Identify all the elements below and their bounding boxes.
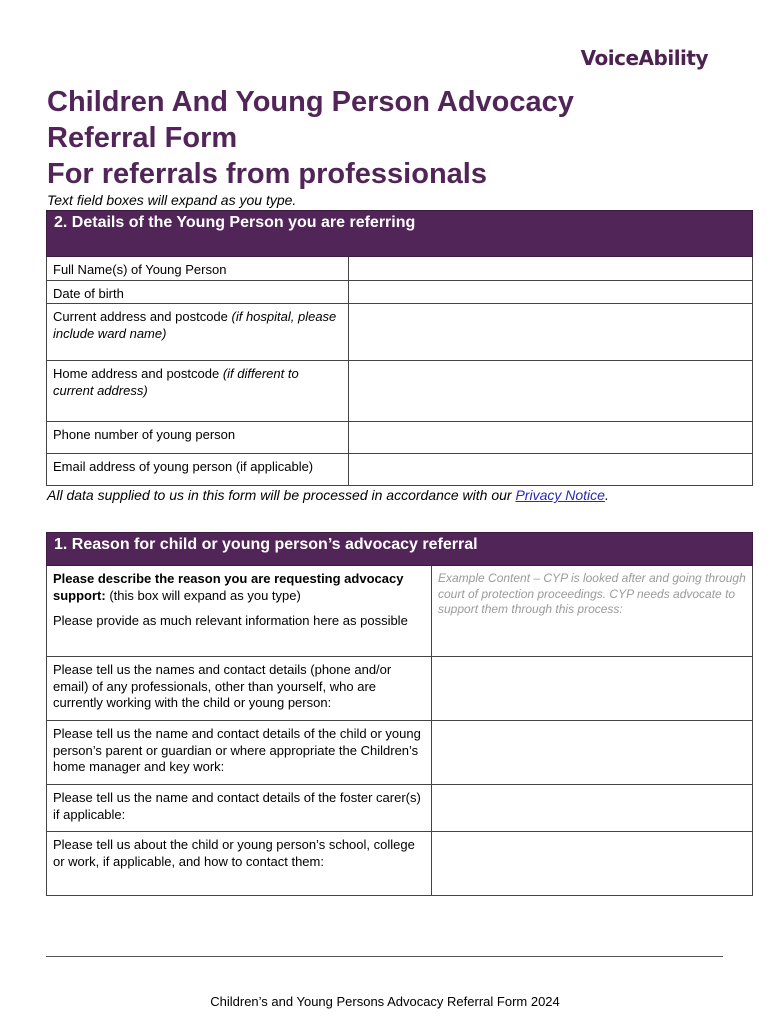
phone-field[interactable] — [349, 422, 753, 454]
section-2-heading: 2. Details of the Young Person you are referring — [47, 211, 753, 257]
section-1-heading: 1. Reason for child or young person’s advocacy referral — [47, 533, 753, 566]
school-field[interactable] — [432, 832, 753, 896]
professionals-field[interactable] — [432, 657, 753, 721]
title-line-3: For referrals from professionals — [47, 158, 487, 190]
parent-guardian-field[interactable] — [432, 721, 753, 785]
data-protection-text: All data supplied to us in this form will be processed in accordance with our — [47, 487, 516, 503]
reason-label-bold: Please describe the reason you are requesting advocacy support: — [53, 571, 404, 603]
foster-carer-label: Please tell us the name and contact details of the foster carer(s) if applicable: — [47, 785, 432, 832]
home-address-label — [47, 361, 349, 422]
current-address-field[interactable] — [349, 304, 753, 361]
email-field[interactable] — [349, 454, 753, 486]
phone-label: Phone number of young person — [47, 422, 349, 454]
home-address-label-text: Home address and postcode — [53, 366, 223, 381]
footer-divider — [46, 956, 723, 957]
young-person-details-table — [46, 210, 753, 486]
dob-label: Date of birth — [47, 281, 349, 304]
dob-field[interactable] — [349, 281, 753, 304]
reason-field[interactable]: Example Content – CYP is looked after and going through court of protection proceedings. CYP needs advocate to support them through this process: — [432, 566, 753, 657]
foster-carer-field[interactable] — [432, 785, 753, 832]
title-line-2: Referral Form — [47, 122, 238, 154]
privacy-notice-link[interactable]: Privacy Notice — [515, 487, 605, 503]
current-address-label-text: Current address and postcode — [53, 309, 232, 324]
email-label: Email address of young person (if applicable) — [47, 454, 349, 486]
home-address-field[interactable] — [349, 361, 753, 422]
page-title — [47, 84, 727, 192]
full-name-label: Full Name(s) of Young Person — [47, 257, 349, 281]
reason-label — [47, 566, 432, 657]
voiceability-logo: VoiceAbility — [580, 46, 708, 70]
professionals-label: Please tell us the names and contact details (phone and/or email) of any professionals, other than yourself, who are currently working with the child or young person: — [47, 657, 432, 721]
full-name-field[interactable] — [349, 257, 753, 281]
referral-reason-table — [46, 532, 753, 896]
data-protection-end: . — [604, 487, 609, 503]
expand-hint: Text field boxes will expand as you type. — [47, 192, 297, 208]
data-protection-notice — [47, 487, 609, 503]
parent-guardian-label: Please tell us the name and contact details of the child or young person’s parent or guardian or where appropriate the Children’s home manager and key work: — [47, 721, 432, 785]
reason-extra-text: Please provide as much relevant information here as possible — [53, 613, 408, 628]
school-label: Please tell us about the child or young person’s school, college or work, if applicable, and how to contact them: — [47, 832, 432, 896]
home-address-note: (if different to current address) — [53, 366, 299, 398]
page-footer: Children’s and Young Persons Advocacy Referral Form 2024 — [210, 994, 560, 1009]
reason-label-rest: (this box will expand as you type) — [105, 587, 301, 603]
current-address-label — [47, 304, 349, 361]
current-address-note: (if hospital, please include ward name) — [53, 309, 337, 341]
title-line-1: Children And Young Person Advocacy — [47, 86, 574, 118]
